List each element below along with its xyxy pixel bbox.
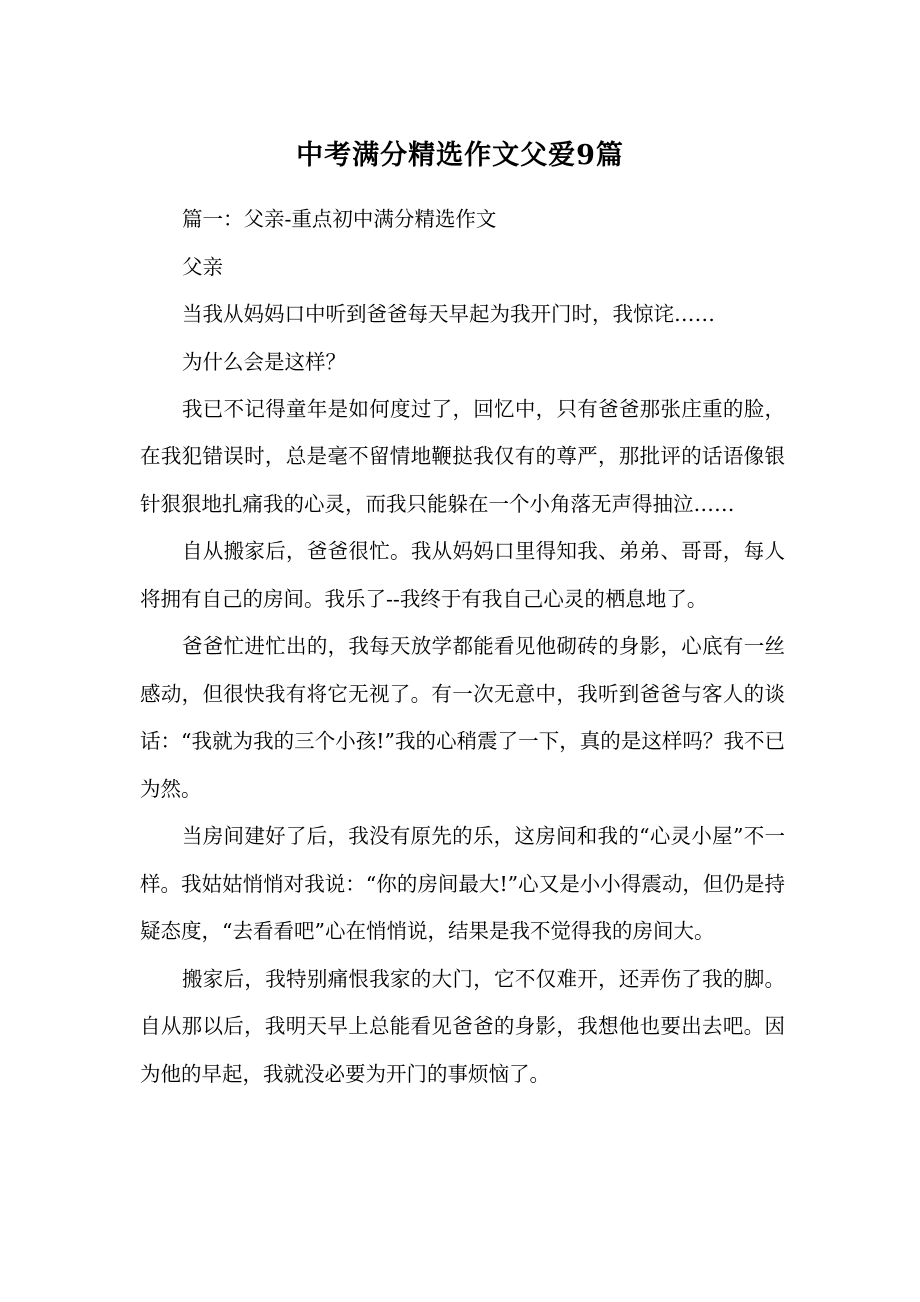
paragraph: 当房间建好了后，我没有原先的乐，这房间和我的“心灵小屋”不一样。我姑姑悄悄对我说：“你的房间最大!”心又是小小得震动，但仍是持疑态度，“去看看吧”心在悄悄说，结果是我不觉得我的房间大。 (140, 824, 785, 943)
section-heading: 篇一：父亲-重点初中满分精选作文 (182, 207, 497, 231)
document-body (140, 207, 785, 1098)
paragraph: 我已不记得童年是如何度过了，回忆中，只有爸爸那张庄重的脸，在我犯错误时，总是毫不留情地鞭挞我仅有的尊严，那批评的话语像银针狠狠地扎痛我的心灵，而我只能躲在一个小角落无声得抽泣…… (140, 396, 785, 516)
question-line: 为什么会是这样？ (182, 349, 346, 374)
paragraph: 自从搬家后，爸爸很忙。我从妈妈口里得知我、弟弟、哥哥，每人将拥有自己的房间。我乐了--我终于有我自己心灵的栖息地了。 (140, 539, 785, 611)
document-title: 中考满分精选作文父爱9篇 (296, 140, 624, 171)
paragraph: 爸爸忙进忙出的，我每天放学都能看见他砌砖的身影，心底有一丝感动，但很快我有将它无视了。有一次无意中，我听到爸爸与客人的谈话：“我就为我的三个小孩!”我的心稍震了一下，真的是这样吗？我不已为然。 (140, 634, 785, 801)
paragraph: 搬家后，我特别痛恨我家的大门，它不仅难开，还弄伤了我的脚。自从那以后，我明天早上总能看见爸爸的身影，我想他也要出去吧。因为他的早起，我就没必要为开门的事烦恼了。 (140, 966, 785, 1086)
opening-line: 当我从妈妈口中听到爸爸每天早起为我开门时，我惊诧…… (182, 302, 715, 326)
essay-title: 父亲 (182, 254, 223, 279)
